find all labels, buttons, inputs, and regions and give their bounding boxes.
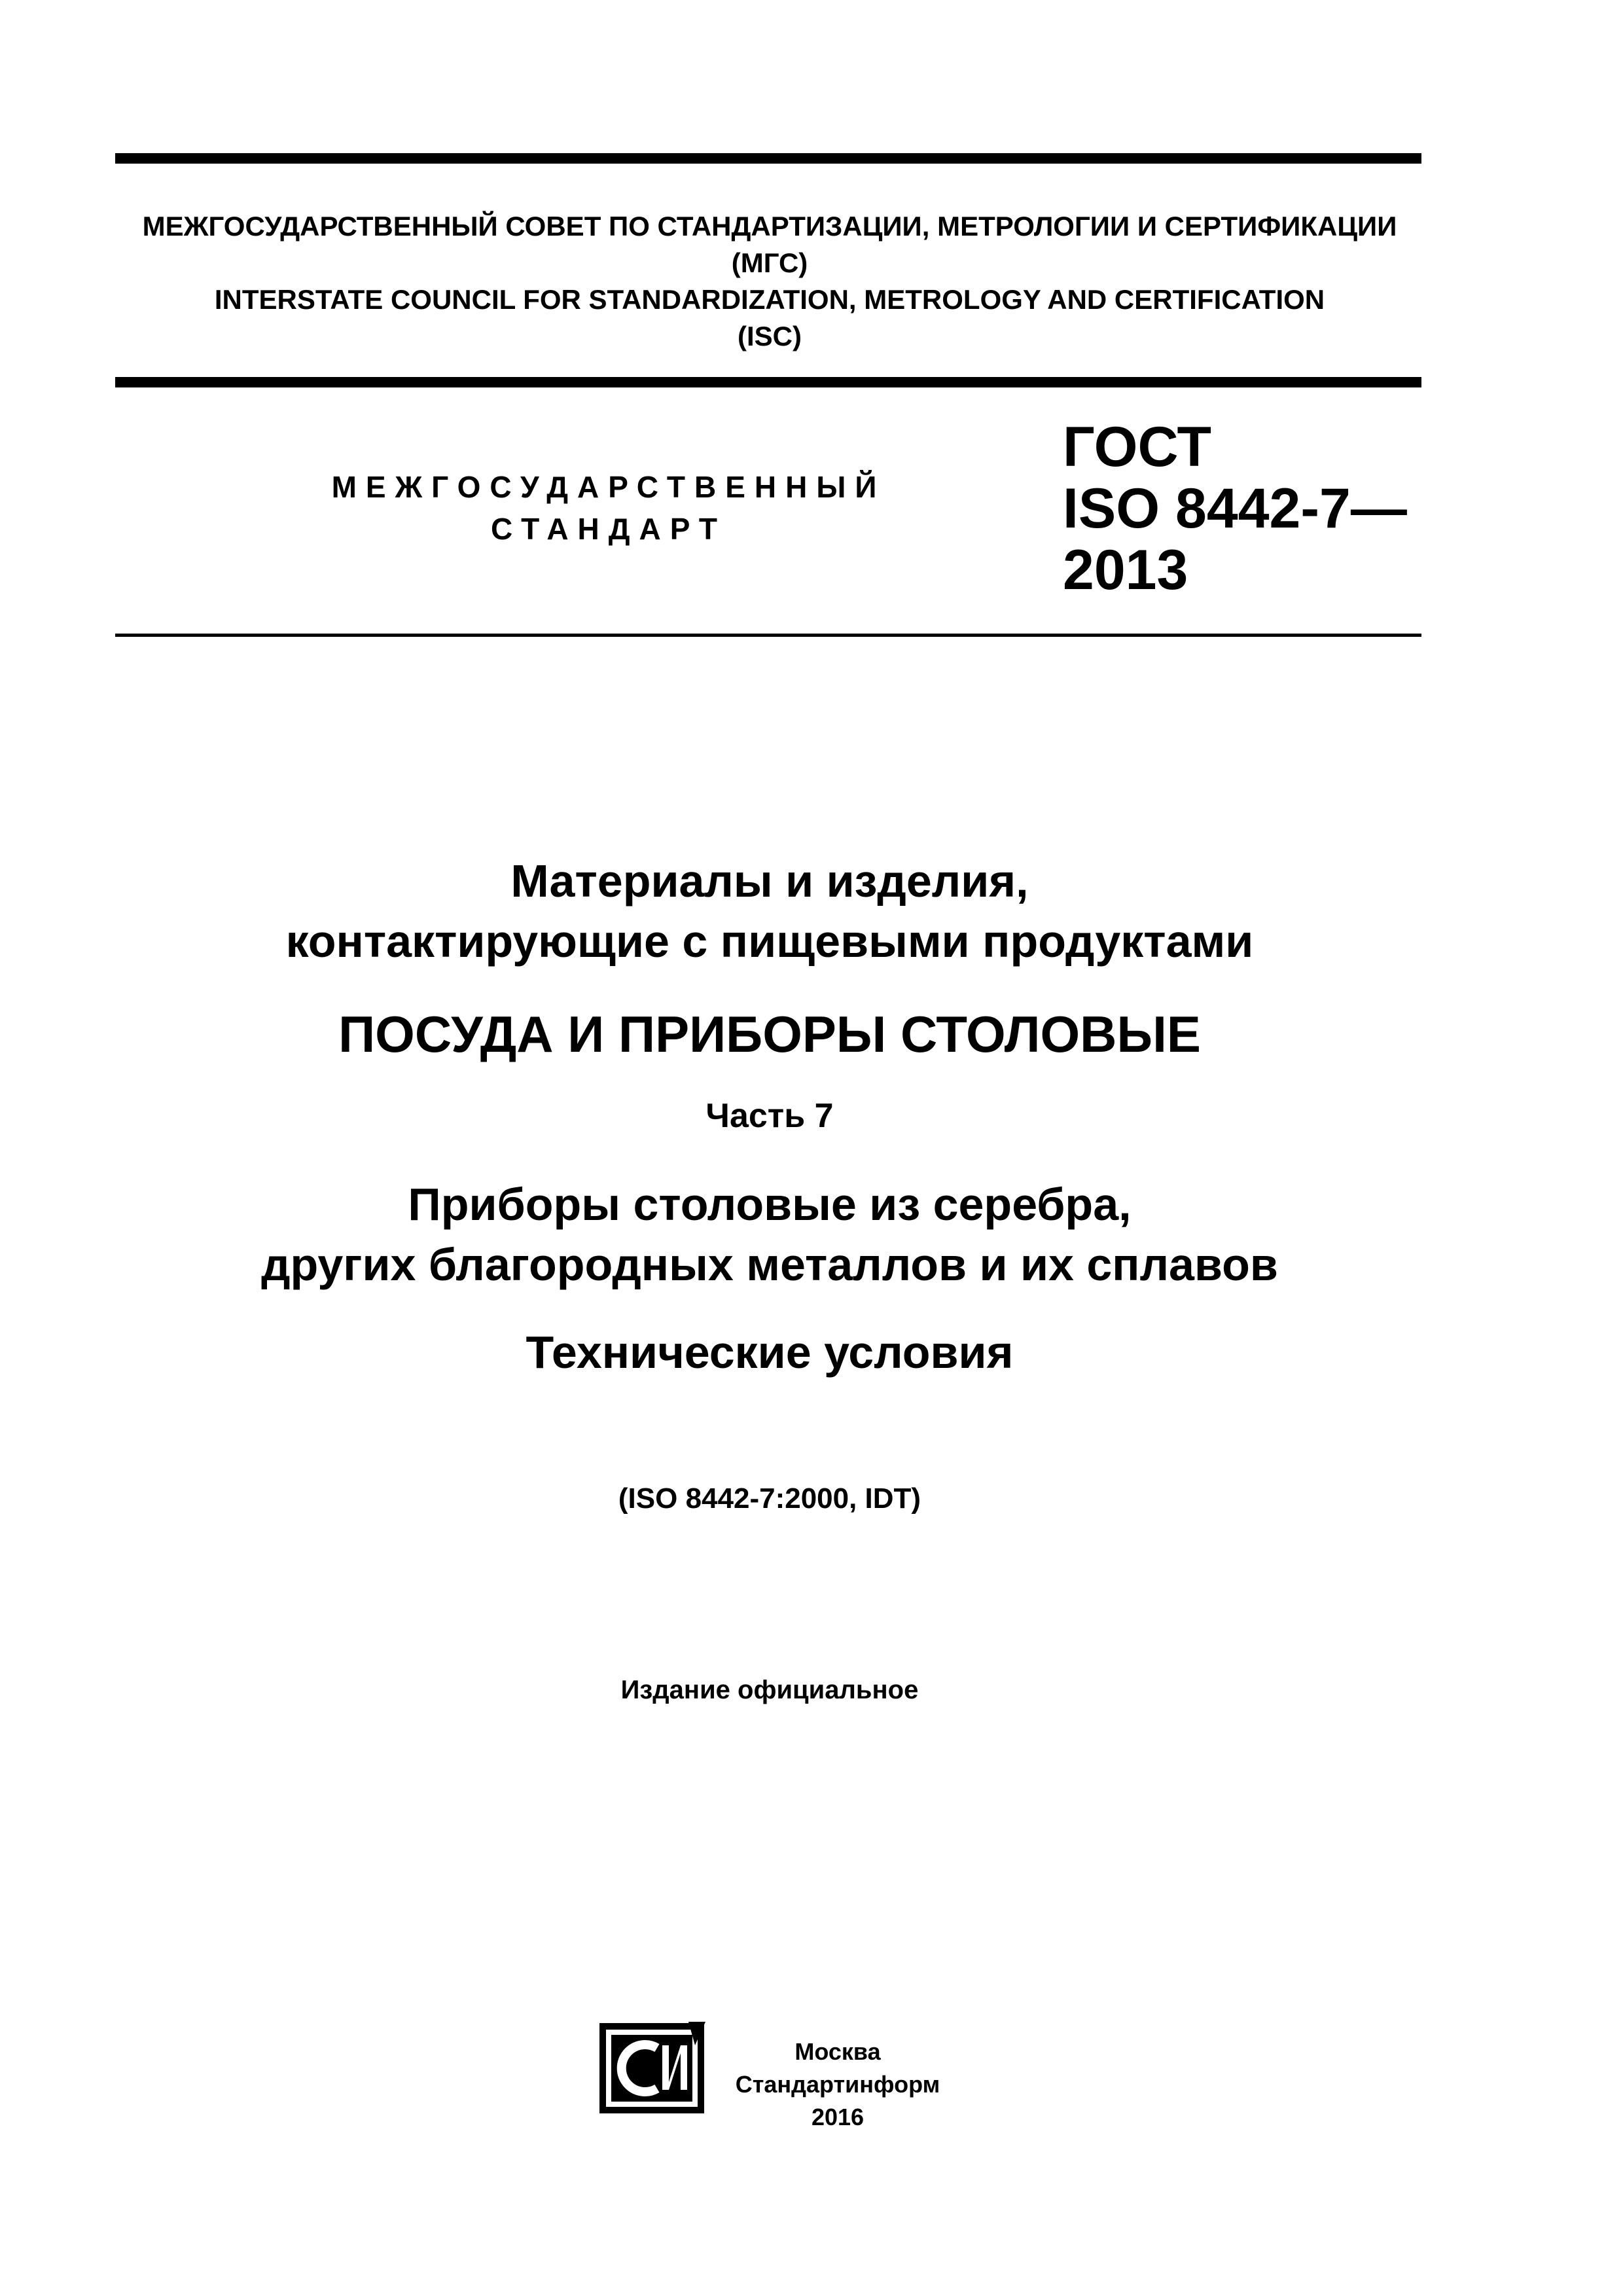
publisher-name: Стандартинформ [735, 2071, 940, 2098]
standard-designation [1063, 416, 1429, 601]
designation-line3: 2013 [1063, 539, 1188, 601]
second-rule [115, 377, 1421, 387]
council-en-abbr: (ISC) [738, 321, 802, 351]
standard-type-line2: СТАНДАРТ [491, 512, 726, 546]
title-group-line2: контактирующие с пищевыми продуктами [285, 916, 1254, 967]
publisher-block [713, 2036, 962, 2134]
title-main: ПОСУДА И ПРИБОРЫ СТОЛОВЫЕ [338, 1005, 1201, 1063]
standard-type [281, 466, 936, 550]
title-group-line1: Материалы и изделия, [510, 855, 1029, 906]
standartinform-logo-icon [597, 2019, 708, 2117]
council-ru-abbr: (МГС) [731, 247, 808, 278]
council-ru-name: МЕЖГОСУДАРСТВЕННЫЙ СОВЕТ ПО СТАНДАРТИЗАЦИИ, МЕТРОЛОГИИ И СЕРТИФИКАЦИИ [142, 211, 1397, 242]
title-sub-line1: Приборы столовые из серебра, [408, 1179, 1132, 1230]
title-spec: Технические условия [526, 1327, 1014, 1378]
council-en-name: INTERSTATE COUNCIL FOR STANDARDIZATION, METROLOGY AND CERTIFICATION [214, 284, 1325, 315]
designation-line1: ГОСТ [1063, 416, 1212, 478]
edition-note: Издание официальное [620, 1676, 919, 1704]
publisher-year: 2016 [811, 2104, 865, 2130]
top-rule [115, 153, 1421, 164]
standard-type-line1: МЕЖГОСУДАРСТВЕННЫЙ [331, 470, 886, 504]
council-header [115, 208, 1424, 355]
title-sub-line2: других благородных металлов и их сплавов [261, 1239, 1278, 1290]
title-sub [115, 1174, 1424, 1295]
publisher-city: Москва [794, 2038, 881, 2065]
third-rule [115, 634, 1421, 637]
title-part: Часть 7 [705, 1097, 834, 1135]
designation-line2: ISO 8442-7— [1063, 477, 1407, 540]
iso-reference: (ISO 8442-7:2000, IDT) [618, 1482, 921, 1515]
title-group [115, 851, 1424, 971]
